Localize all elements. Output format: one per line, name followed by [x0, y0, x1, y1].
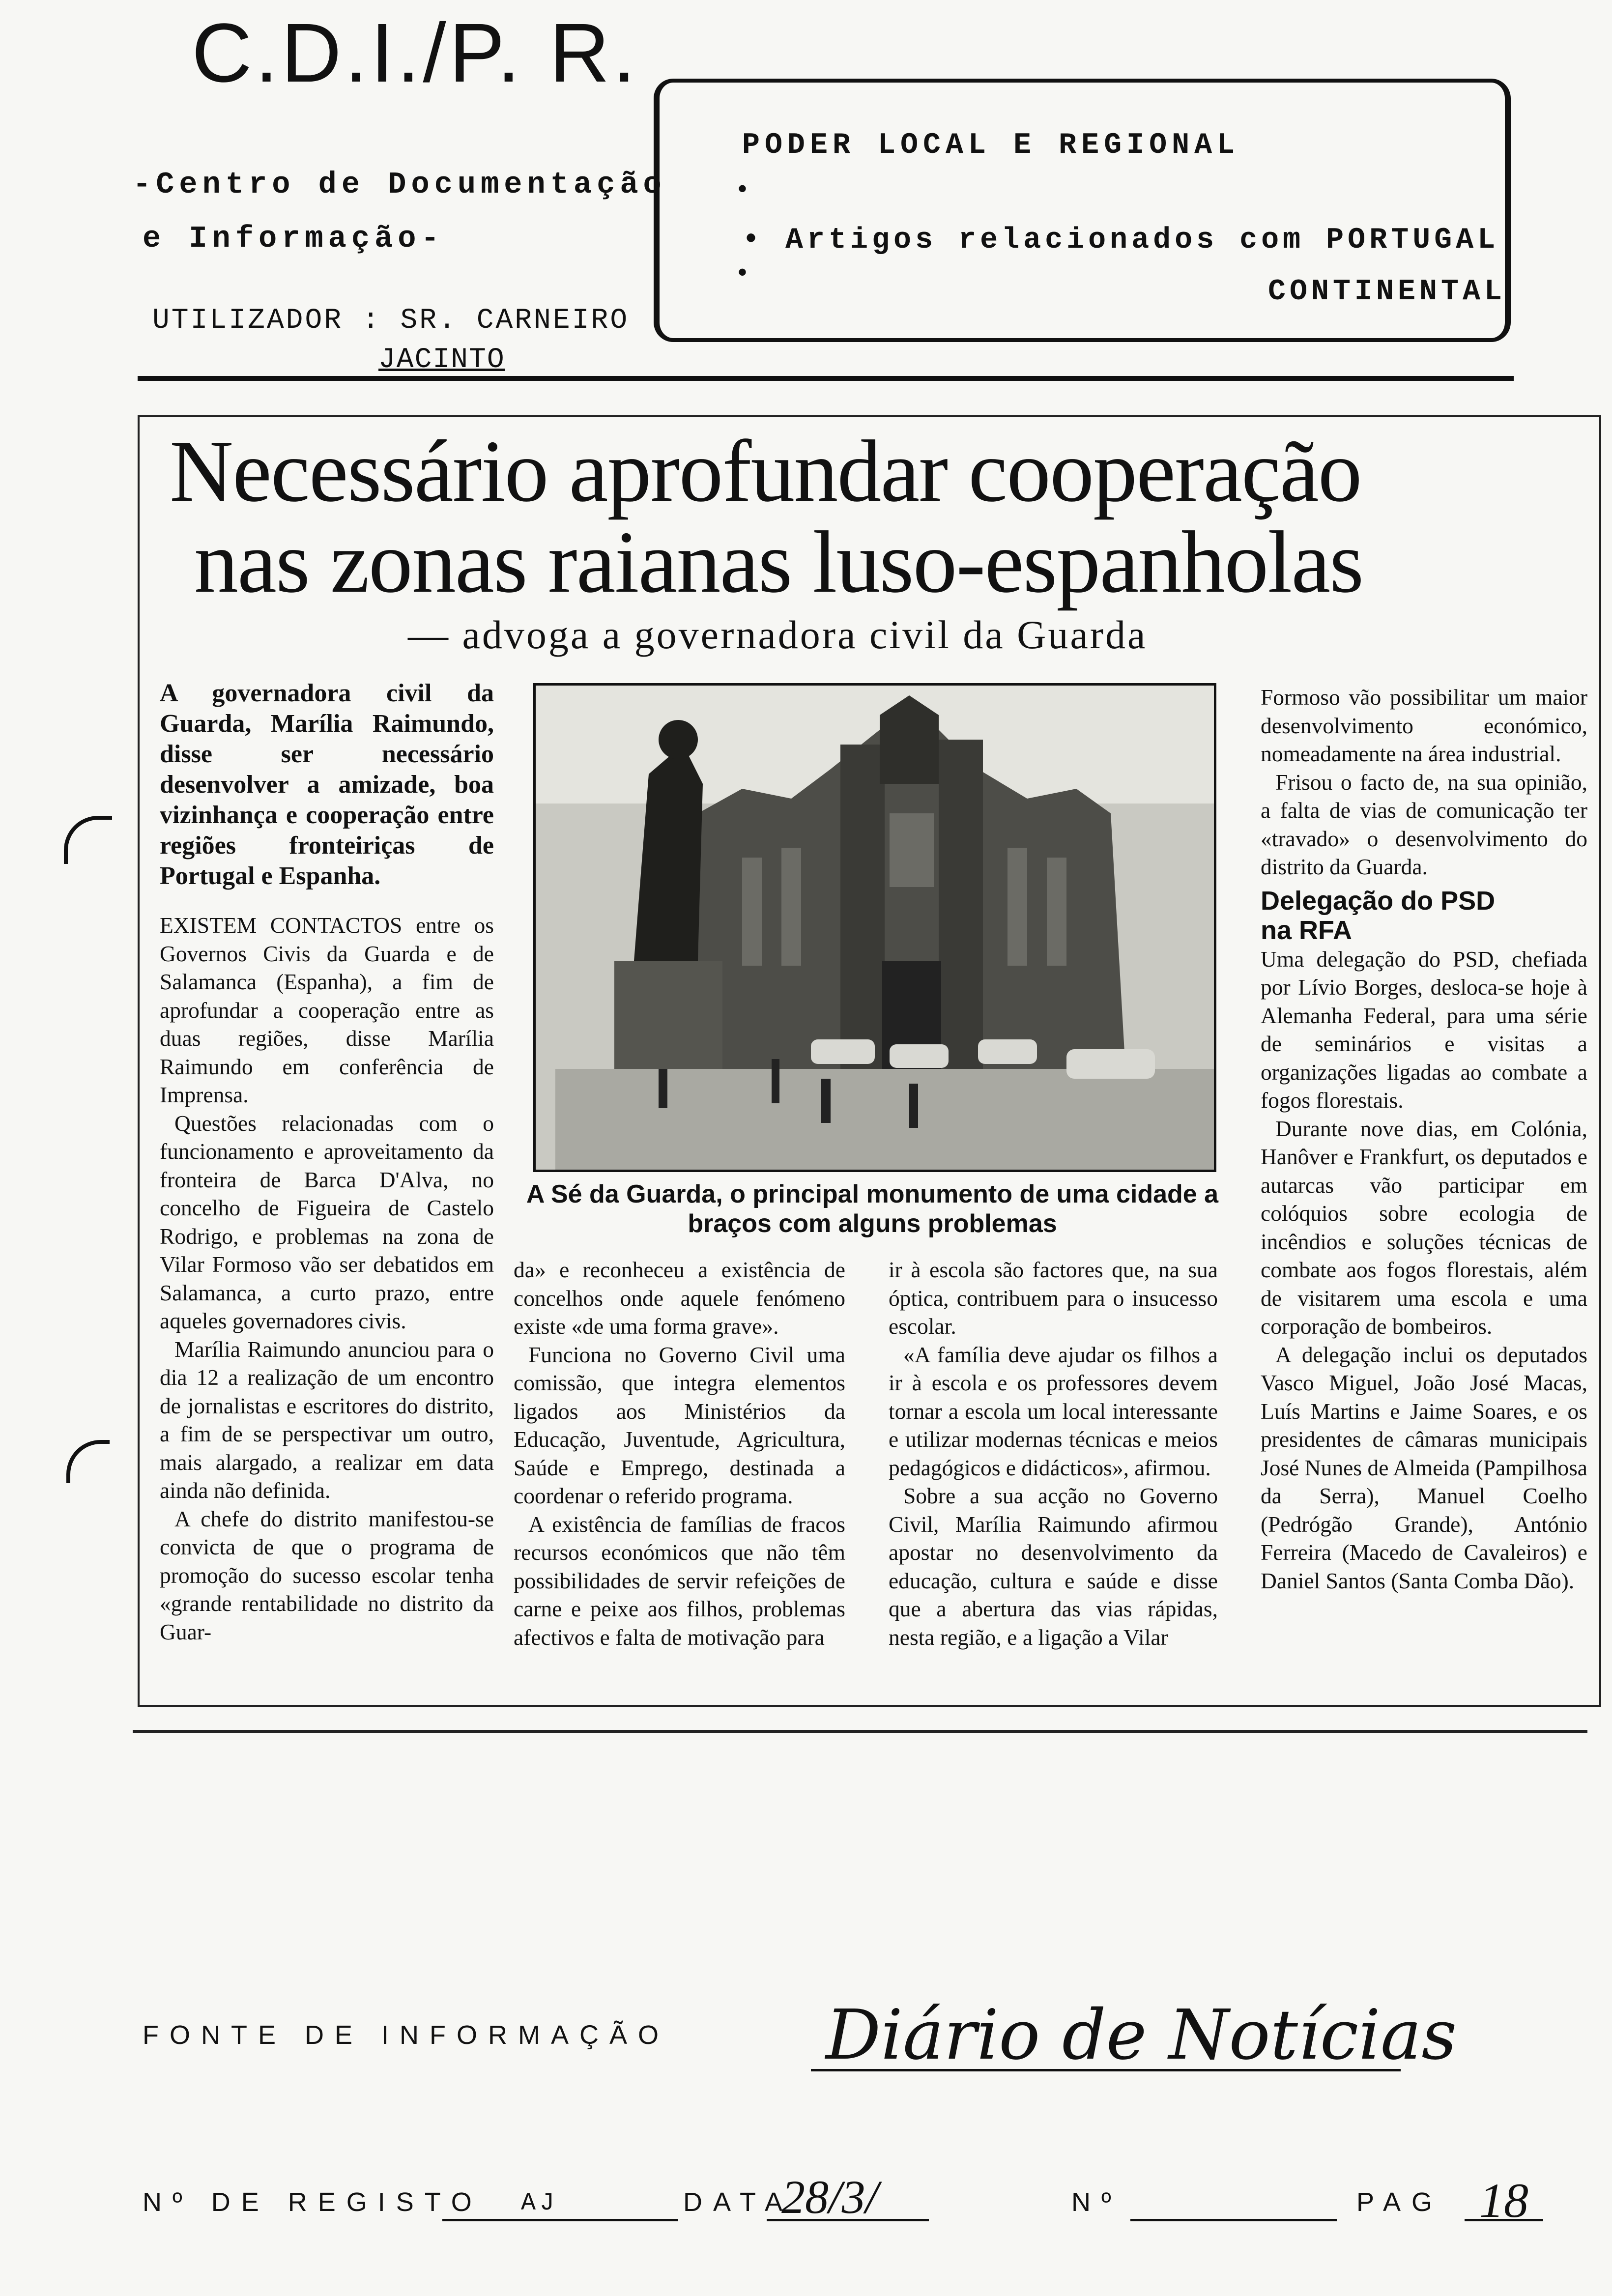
- paragraph: Sobre a sua acção no Governo Civil, Marília Raimundo afirmou apostar no desenvolvimento da educação, cultura e saúde e disse que a abertura das vias rápidas, nesta região, e a ligação a Vilar: [889, 1483, 1218, 1650]
- header-divider: [138, 376, 1514, 381]
- cathedral-image: [536, 686, 1214, 1170]
- cdi-title: C.D.I./P. R.: [192, 6, 639, 100]
- user-line-continuation: JACINTO: [378, 344, 505, 376]
- subheadline: — advoga a governadora civil da Guarda: [408, 612, 1148, 657]
- paragraph: Questões relacionadas com o funcionamento e aproveitamento da fronteira de Barca D'Alva, no concelho de Figueira de Castelo Rodrigo, e problemas na zona de Vilar Formoso vão ser debatidos em Salamanca, a curto prazo, entre aqueles governadores civis.: [160, 1110, 494, 1333]
- photo-caption: A Sé da Guarda, o principal monumento de uma cidade a braços com alguns problemas: [526, 1180, 1219, 1238]
- cathedral-photo: [533, 683, 1216, 1172]
- section-subhead-continuation: na RFA: [1261, 915, 1353, 945]
- subject-item-continuation: CONTINENTAL: [1268, 275, 1506, 309]
- clipping-bottom-rule: [133, 1730, 1587, 1733]
- source-value-handwritten: Diário de Notícias: [826, 1995, 1457, 2075]
- center-name-line2: e Informação-: [143, 221, 444, 256]
- section-subhead: Delegação do PSD: [1261, 886, 1496, 916]
- paragraph: A existência de famílias de fracos recursos económicos que não têm possibilidades de servir refeições de carne e peixe aos filhos, problemas afectivos e falta de motivação para: [514, 1511, 845, 1650]
- headline-line1: Necessário aprofundar cooperação: [170, 422, 1361, 520]
- bullet-icon: •: [737, 172, 748, 205]
- paragraph: A chefe do distrito manifestou-se convicta de que o programa de promoção do sucesso escolar tenha «grande rentabilidade no distrito da Guar-: [160, 1506, 494, 1644]
- paragraph: Marília Raimundo anunciou para o dia 12 a realização de um encontro de jornalistas e escritores do distrito, a fim de se perspectivar um outro, mais alargado, a realizar em data ainda não definida.: [160, 1336, 494, 1503]
- registration-underline: [442, 2219, 678, 2221]
- bullet-icon: •: [742, 224, 764, 257]
- date-label: DATA: [683, 2187, 794, 2217]
- paragraph: ir à escola são factores que, na sua óptica, contribuem para o insucesso escolar.: [889, 1257, 1218, 1339]
- number-label: Nº: [1071, 2187, 1122, 2217]
- lead-paragraph: A governadora civil da Guarda, Marília Raimundo, disse ser necessário desenvolver a amizade, boa vizinhança e cooperação entre regiões fronteiriças de Portugal e Espanha.: [160, 679, 494, 890]
- paragraph: da» e reconheceu a existência de concelhos onde aquele fenómeno existe «de uma forma grave».: [514, 1257, 845, 1339]
- paragraph: Durante nove dias, em Colónia, Hanôver e Frankfurt, os deputados e autarcas vão participar em colóquios sobre ecologia de incêndios e soluções técnicas de combate aos fogos florestais, além de visitarem uma escola e uma corporação de bombeiros.: [1261, 1116, 1587, 1339]
- subject-title: PODER LOCAL E REGIONAL: [742, 129, 1240, 162]
- article-column-1: [160, 678, 494, 1646]
- paragraph: Uma delegação do PSD, chefiada por Lívio Borges, desloca-se hoje à Alemanha Federal, para uma série de seminários e visitas a organizações ligadas ao combate a fogos florestais.: [1261, 946, 1587, 1113]
- date-value-handwritten: 28/3/: [781, 2171, 879, 2223]
- source-label: FONTE DE INFORMAÇÃO: [143, 2020, 670, 2050]
- page-value-handwritten: 18: [1479, 2173, 1528, 2228]
- registration-label: Nº DE REGISTO: [143, 2187, 483, 2217]
- registration-value: AJ: [521, 2189, 559, 2217]
- bullet-icon: •: [737, 256, 748, 288]
- binder-hole-mark: [64, 816, 112, 864]
- binder-hole-mark: [66, 1440, 110, 1483]
- article-column-4: [1261, 683, 1587, 1595]
- center-name-line1: -Centro de Documentação: [133, 167, 666, 202]
- paragraph: EXISTEM CONTACTOS entre os Governos Civis da Guarda e de Salamanca (Espanha), a fim de aprofundar a cooperação entre as duas regiões, disse Marília Raimundo em conferência de Imprensa.: [160, 913, 494, 1107]
- number-underline: [1130, 2219, 1337, 2221]
- source-underline: [811, 2069, 1401, 2071]
- paragraph: A delegação inclui os deputados Vasco Miguel, João José Macas, Luís Martins e Jaime Soares, e os presidentes de câmaras municipais José Nunes de Almeida (Pampilhosa da Serra), Manuel Coelho (Pedrógão Grande), António Ferreira (Macedo de Cavaleiros) e Daniel Santos (Santa Comba Dão).: [1261, 1342, 1587, 1593]
- article-column-2: [514, 1256, 845, 1651]
- article-column-3: [889, 1256, 1218, 1651]
- subject-item: [742, 224, 1499, 257]
- subject-item-text: Artigos relacionados com PORTUGAL: [785, 224, 1499, 257]
- paragraph: Frisou o facto de, na sua opinião, a falta de vias de comunicação ter «travado» o desenvolvimento do distrito da Guarda.: [1261, 769, 1587, 879]
- paragraph: «A família deve ajudar os filhos a ir à escola e os professores devem tornar a escola um local interessante e utilizar modernas técnicas e meios pedagógicos e didácticos», afirmou.: [889, 1342, 1218, 1480]
- headline-line2: nas zonas raianas luso-espanholas: [194, 513, 1363, 611]
- user-line: UTILIZADOR : SR. CARNEIRO: [152, 305, 630, 337]
- paragraph: Formoso vão possibilitar um maior desenvolvimento económico, nomeadamente na área industrial.: [1261, 685, 1587, 766]
- paragraph: Funciona no Governo Civil uma comissão, que integra elementos ligados aos Ministérios da Educação, Juventude, Agricultura, Saúde e Emprego, destinada a coordenar o referido programa.: [514, 1342, 845, 1508]
- page-label: PAG: [1356, 2187, 1443, 2217]
